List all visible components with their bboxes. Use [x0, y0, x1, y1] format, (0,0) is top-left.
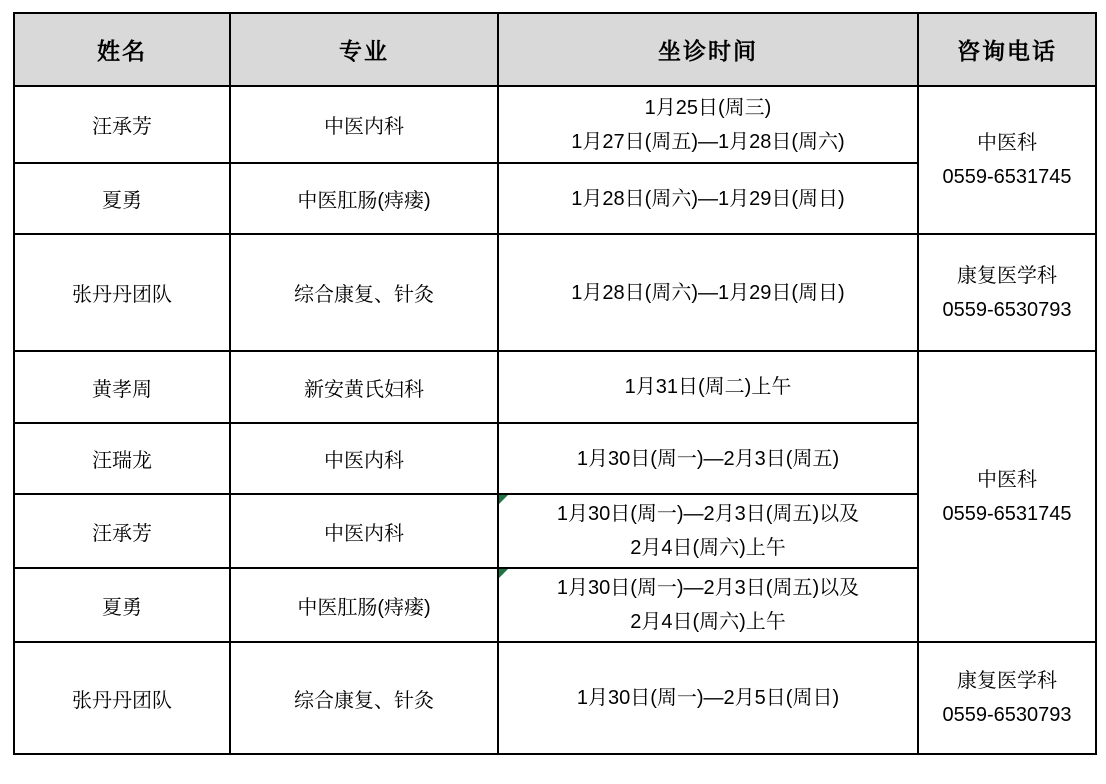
- specialty-cell: 中医内科: [230, 423, 498, 494]
- green-triangle-icon: [499, 495, 508, 504]
- time-line: 2月4日(周六)上午: [630, 537, 786, 559]
- time-line: 1月28日(周六)—1月29日(周日): [571, 281, 845, 304]
- time-line: 1月28日(周六)—1月29日(周日): [571, 187, 845, 210]
- specialty-cell: 中医肛肠(痔瘘): [230, 163, 498, 234]
- time-cell: [498, 423, 918, 494]
- table-row: [14, 86, 1096, 163]
- time-line: 1月30日(周一)—2月3日(周五)以及: [556, 503, 860, 525]
- table-row: [14, 351, 1096, 423]
- name-cell: 汪承芳: [14, 86, 230, 163]
- time-line: 1月31日(周二)上午: [624, 376, 792, 398]
- specialty-cell: 中医肛肠(痔瘘): [230, 568, 498, 642]
- specialty-cell: 综合康复、针灸: [230, 234, 498, 351]
- time-cell: [498, 351, 918, 423]
- specialty-cell: 中医内科: [230, 86, 498, 163]
- table-row: [14, 642, 1096, 754]
- phone-number: 0559-6530793: [942, 704, 1072, 726]
- phone-cell: [918, 351, 1096, 642]
- time-cell: [498, 642, 918, 754]
- header-cell-specialty: 专业: [230, 13, 498, 86]
- time-line: 1月30日(周一)—2月3日(周五)以及: [556, 577, 860, 599]
- phone-cell: [918, 234, 1096, 351]
- time-line: 2月4日(周六)上午: [630, 611, 786, 633]
- name-cell: 黄孝周: [14, 351, 230, 423]
- phone-number: 0559-6530793: [942, 298, 1072, 321]
- phone-cell: [918, 86, 1096, 234]
- time-line: 1月30日(周一)—2月3日(周五): [576, 447, 840, 470]
- time-cell: [498, 163, 918, 234]
- header-cell-phone: 咨询电话: [918, 13, 1096, 86]
- time-line: 1月27日(周五)—1月28日(周六): [571, 130, 845, 153]
- doctor-schedule-table: [13, 12, 1097, 755]
- phone-dept: 中医科: [977, 468, 1037, 491]
- time-cell: [498, 234, 918, 351]
- time-line: 1月30日(周一)—2月5日(周日): [576, 687, 840, 709]
- phone-dept: 中医科: [977, 132, 1037, 154]
- name-cell: 夏勇: [14, 163, 230, 234]
- phone-number: 0559-6531745: [942, 166, 1072, 188]
- specialty-cell: 中医内科: [230, 494, 498, 568]
- time-cell: [498, 494, 918, 568]
- specialty-cell: 综合康复、针灸: [230, 642, 498, 754]
- table-row: [14, 234, 1096, 351]
- green-triangle-icon: [499, 569, 508, 578]
- phone-dept: 康复医学科: [957, 670, 1057, 692]
- header-cell-time: 坐诊时间: [498, 13, 918, 86]
- header-cell-name: 姓名: [14, 13, 230, 86]
- time-line: 1月25日(周三): [644, 96, 772, 119]
- table-header-row: [14, 13, 1096, 86]
- name-cell: 汪瑞龙: [14, 423, 230, 494]
- name-cell: 夏勇: [14, 568, 230, 642]
- name-cell: 汪承芳: [14, 494, 230, 568]
- name-cell: 张丹丹团队: [14, 642, 230, 754]
- time-cell: [498, 568, 918, 642]
- phone-dept: 康复医学科: [957, 264, 1057, 287]
- phone-cell: [918, 642, 1096, 754]
- time-cell: [498, 86, 918, 163]
- specialty-cell: 新安黄氏妇科: [230, 351, 498, 423]
- name-cell: 张丹丹团队: [14, 234, 230, 351]
- phone-number: 0559-6531745: [942, 502, 1072, 525]
